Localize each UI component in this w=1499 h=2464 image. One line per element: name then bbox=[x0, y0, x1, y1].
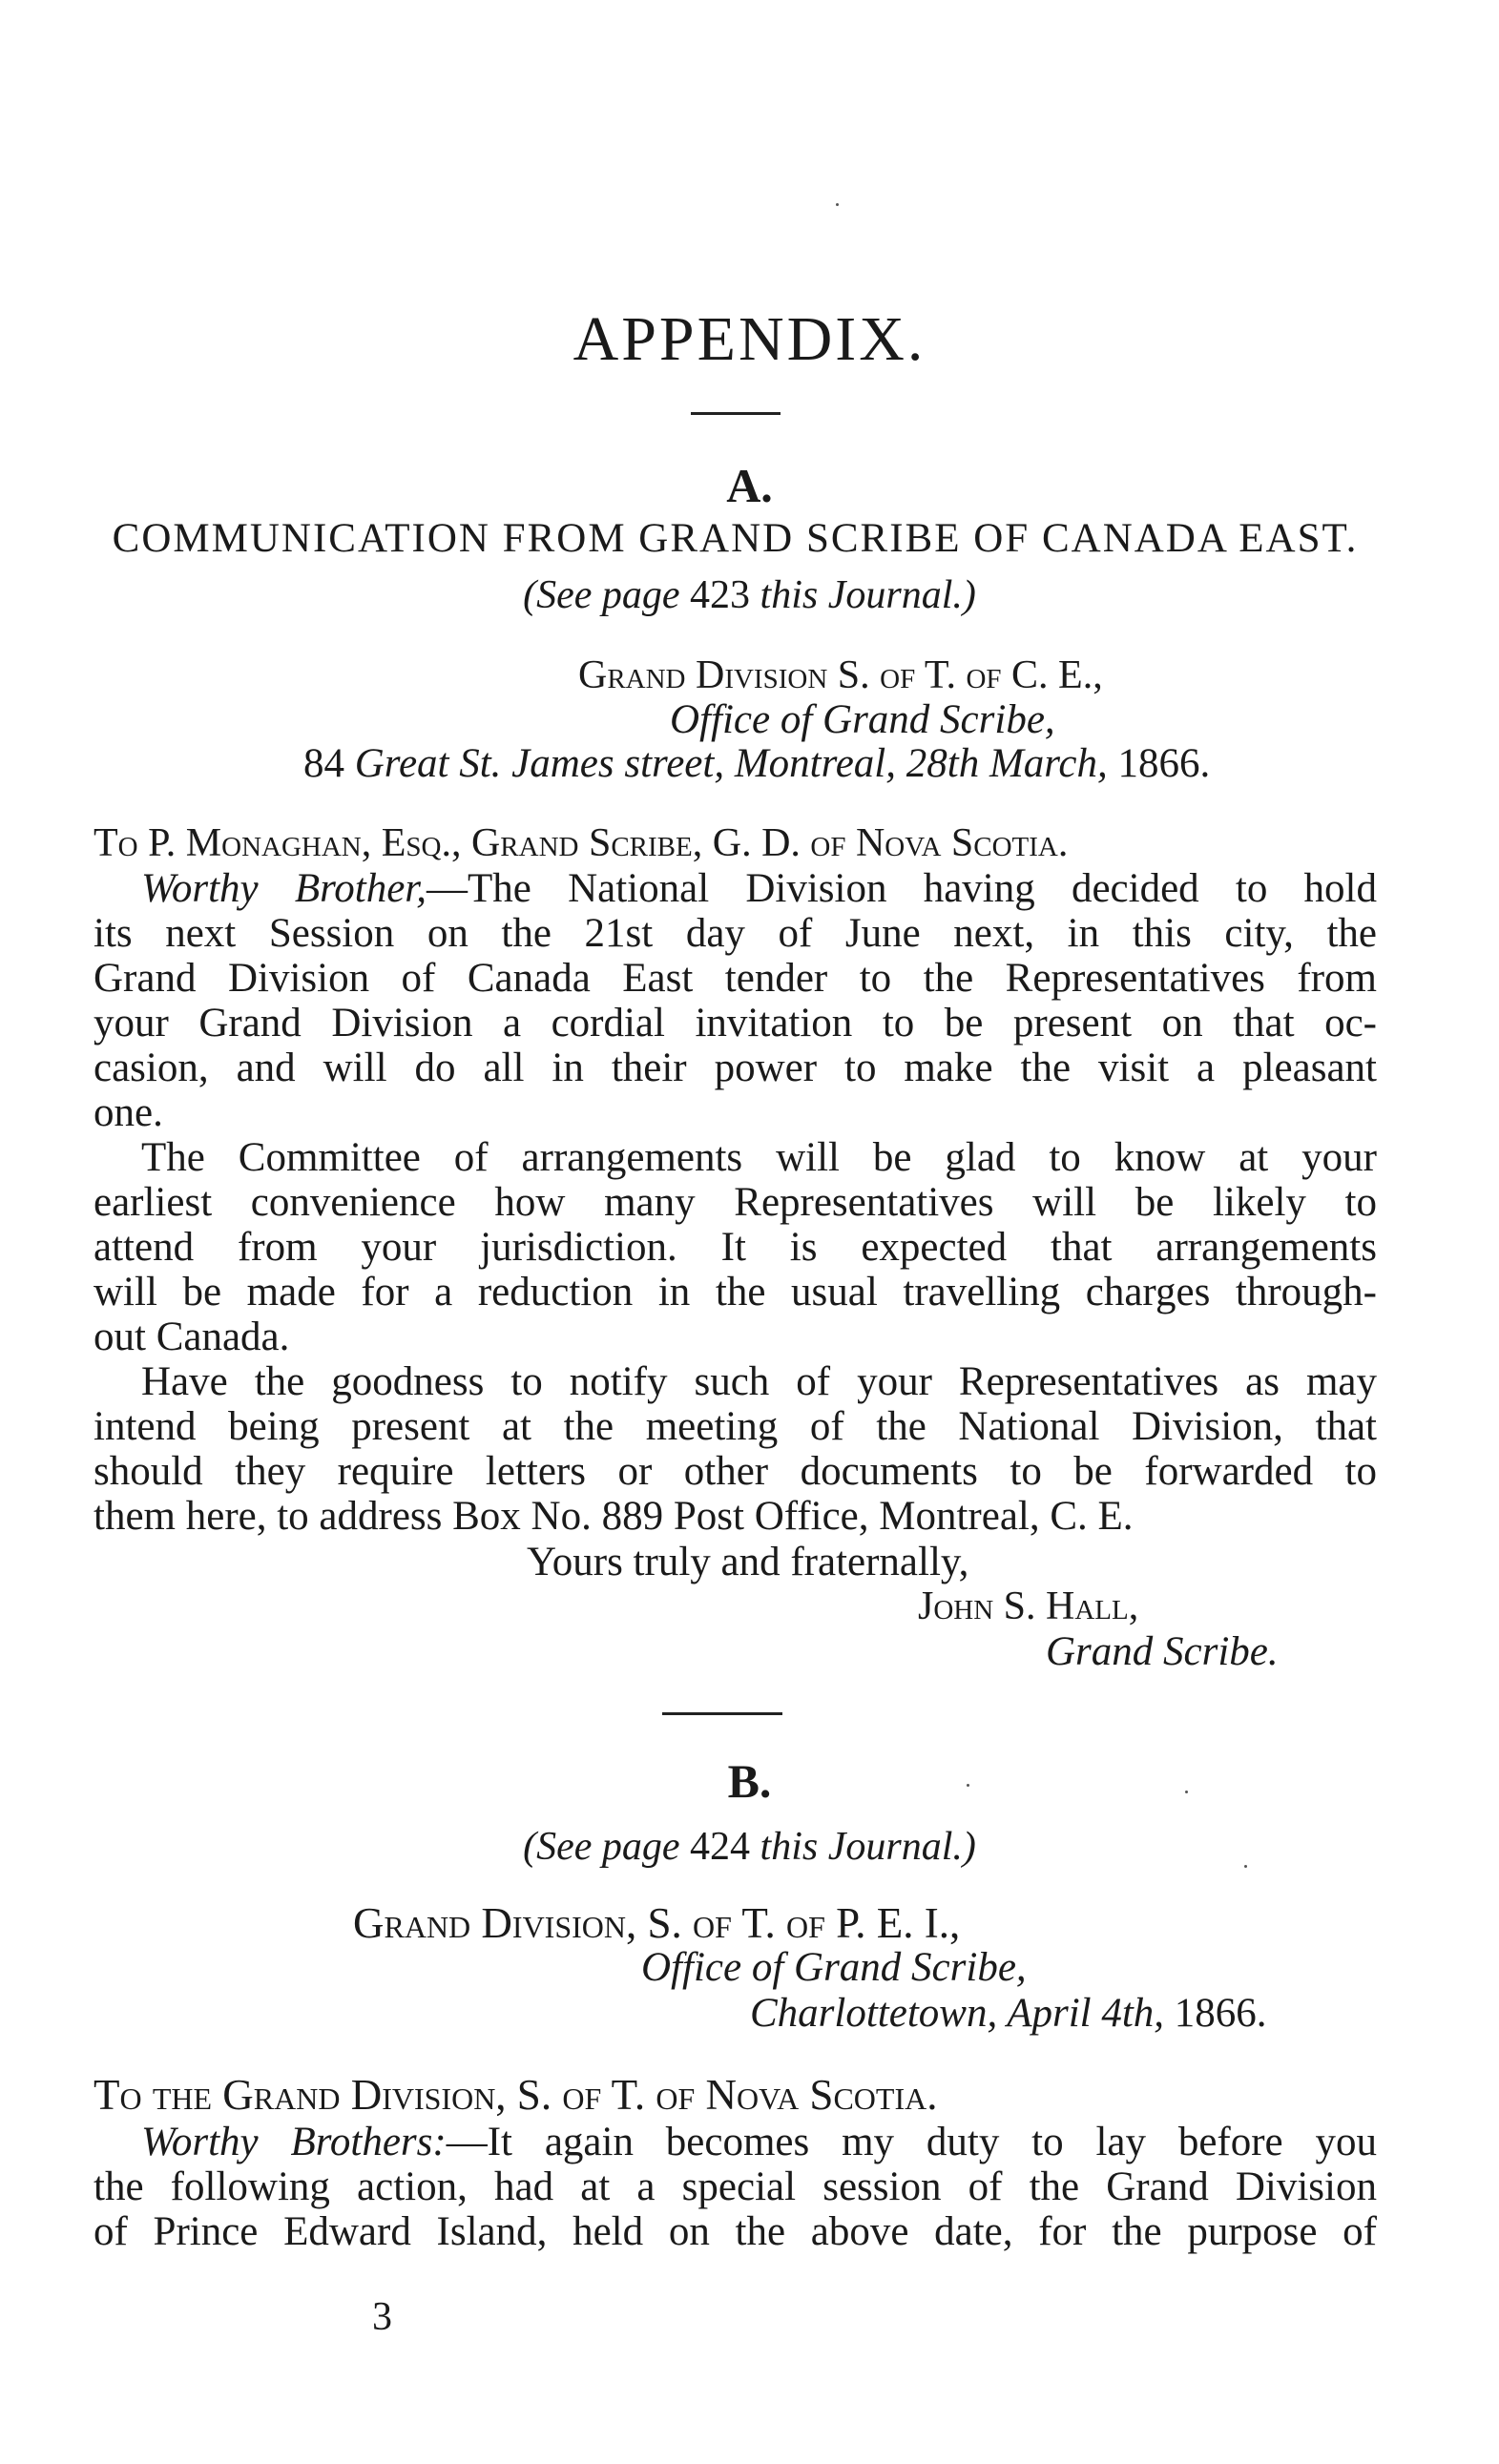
section-a-para3-line: them here, to address Box No. 889 Post Office, Montreal, C. E. bbox=[94, 1494, 1134, 1539]
section-a-para3-line: Have the goodness to notify such of your Representatives as may bbox=[141, 1359, 1377, 1404]
appendix-title: APPENDIX. bbox=[573, 304, 926, 374]
section-a-para1-line: casion, and will do all in their power to make the visit a pleasant bbox=[94, 1046, 1377, 1090]
section-a-salutation: To P. Monaghan, Esq., Grand Scribe, G. D. of Nova Scotia. bbox=[94, 821, 1069, 865]
section-a-para2-line: earliest convenience how many Representatives will be likely to bbox=[94, 1180, 1377, 1225]
section-a-signature-name: John S. Hall, bbox=[918, 1584, 1139, 1628]
section-divider-rule bbox=[662, 1712, 782, 1715]
section-a-para2-line: will be made for a reduction in the usual travelling charges through- bbox=[94, 1270, 1377, 1315]
section-b-letter: B. bbox=[727, 1754, 772, 1808]
section-a-signature-title: Grand Scribe. bbox=[1046, 1629, 1279, 1674]
section-a-para3-line: intend being present at the meeting of the National Division, that bbox=[94, 1404, 1377, 1449]
section-a-para1-line: its next Session on the 21st day of June next, in this city, the bbox=[94, 911, 1377, 956]
section-b-para1-line: Worthy Brothers:—It again becomes my duty to lay before you bbox=[141, 2120, 1377, 2164]
section-b-header-place: Charlottetown, April 4th, 1866. bbox=[750, 1991, 1267, 2036]
section-a-para1-line: Worthy Brother,—The National Division having decided to hold bbox=[141, 866, 1377, 911]
title-rule bbox=[691, 412, 781, 415]
section-b-reference: (See page 424 this Journal.) bbox=[523, 1825, 976, 1869]
section-a-header-office: Office of Grand Scribe, bbox=[670, 697, 1055, 742]
section-a-para1-line: Grand Division of Canada East tender to the Representatives from bbox=[94, 956, 1377, 1001]
print-speck bbox=[836, 203, 839, 206]
section-a-reference: (See page 423 this Journal.) bbox=[523, 573, 976, 617]
section-a-para2-line: out Canada. bbox=[94, 1315, 290, 1359]
section-a-closing: Yours truly and fraternally, bbox=[527, 1540, 969, 1584]
section-a-header-org: Grand Division S. of T. of C. E., bbox=[578, 653, 1103, 697]
section-a-para1-line: one. bbox=[94, 1090, 163, 1135]
section-a-para1-line: your Grand Division a cordial invitation to be present on that oc- bbox=[94, 1001, 1377, 1046]
section-b-para1-line: the following action, had at a special session of the Grand Division bbox=[94, 2164, 1377, 2209]
section-b-header-org: Grand Division, S. of T. of P. E. I., bbox=[353, 1899, 961, 1947]
page-number: 3 bbox=[372, 2295, 392, 2339]
section-a-para3-line: should they require letters or other documents to be forwarded to bbox=[94, 1449, 1377, 1494]
section-b-para1-line: of Prince Edward Island, held on the above date, for the purpose of bbox=[94, 2209, 1377, 2254]
section-a-para2-line: The Committee of arrangements will be glad to know at your bbox=[141, 1135, 1377, 1180]
section-a-letter: A. bbox=[726, 459, 773, 512]
section-a-para2-line: attend from your jurisdiction. It is expected that arrangements bbox=[94, 1225, 1377, 1270]
section-a-header-address: 84 Great St. James street, Montreal, 28th March, 1866. bbox=[303, 741, 1211, 786]
section-a-heading: COMMUNICATION FROM GRAND SCRIBE OF CANADA EAST. bbox=[112, 516, 1359, 561]
section-b-header-office: Office of Grand Scribe, bbox=[641, 1945, 1027, 1990]
section-b-salutation: To the Grand Division, S. of T. of Nova Scotia. bbox=[94, 2071, 938, 2119]
